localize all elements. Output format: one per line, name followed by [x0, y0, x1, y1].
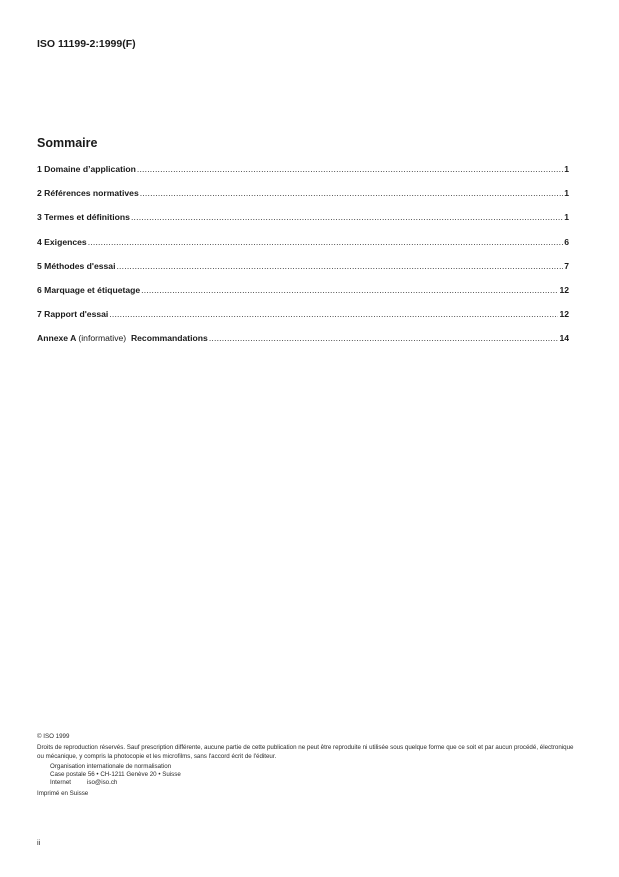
toc-entry-label: 4 Exigences [37, 236, 87, 247]
copyright-notice: © ISO 1999 [37, 733, 70, 740]
toc-entry-3[interactable] [37, 212, 569, 236]
toc-entry-2[interactable] [37, 188, 569, 212]
toc-entry-annex-a[interactable] [37, 333, 569, 357]
publisher-address [37, 763, 582, 788]
toc-entry-page: 12 [559, 284, 569, 295]
toc-entry-label: 2 Références normatives [37, 188, 139, 199]
toc-entry-page: 1 [564, 212, 569, 223]
toc-dot-leader [209, 333, 559, 343]
toc-dot-leader [88, 237, 564, 247]
copyright-footer [37, 733, 582, 798]
toc-entry-page: 7 [564, 260, 569, 271]
annex-prefix: Annexe A [37, 333, 76, 344]
toc-entry-6[interactable] [37, 285, 569, 309]
toc-title: Sommaire [37, 136, 98, 150]
table-of-contents [37, 164, 569, 358]
toc-entry-7[interactable] [37, 309, 569, 333]
toc-entry-page: 6 [564, 236, 569, 247]
printed-in: Imprimé en Suisse [37, 789, 89, 797]
toc-dot-leader [140, 188, 563, 198]
toc-entry-label: 7 Rapport d'essai [37, 309, 109, 320]
toc-entry-5[interactable] [37, 261, 569, 285]
toc-entry-label: 3 Termes et définitions [37, 212, 130, 223]
rights-statement: Droits de reproduction réservés. Sauf prescription différente, aucune partie de cette publication ne peut être reproduite ni utilisée sous quelque forme que ce soit et par aucun procédé, électronique ou mécanique, y compris la photocopie et les microfilms, sans l'accord écrit de l'éditeur. [37, 744, 574, 760]
page-number: ii [37, 838, 41, 847]
toc-dot-leader [131, 212, 563, 222]
document-id: ISO 11199-2:1999(F) [37, 38, 136, 50]
toc-entry-label: 5 Méthodes d'essai [37, 260, 116, 271]
toc-dot-leader [141, 285, 558, 295]
toc-entry-4[interactable] [37, 237, 569, 261]
annex-type: (informative) [78, 333, 127, 344]
internet-label: Internet [50, 779, 71, 787]
toc-dot-leader [137, 164, 563, 174]
toc-dot-leader [116, 261, 563, 271]
postal-address: Case postale 56 • CH-1211 Genève 20 • Suisse [50, 771, 181, 779]
email-link[interactable]: iso@iso.ch [87, 779, 118, 787]
toc-entry-page: 1 [564, 188, 569, 199]
toc-entry-label: 1 Domaine d’application [37, 164, 136, 174]
toc-entry-1[interactable] [37, 164, 569, 188]
organisation-name: Organisation internationale de normalisation [50, 762, 172, 770]
internet-line [50, 779, 582, 787]
toc-dot-leader [109, 309, 558, 319]
toc-entry-page: 12 [559, 309, 569, 320]
toc-entry-page: 14 [559, 333, 569, 344]
annex-title: Recommandations [130, 333, 208, 344]
toc-entry-page: 1 [564, 164, 569, 174]
toc-entry-label: 6 Marquage et étiquetage [37, 284, 141, 295]
toc-entry-label [37, 333, 208, 343]
